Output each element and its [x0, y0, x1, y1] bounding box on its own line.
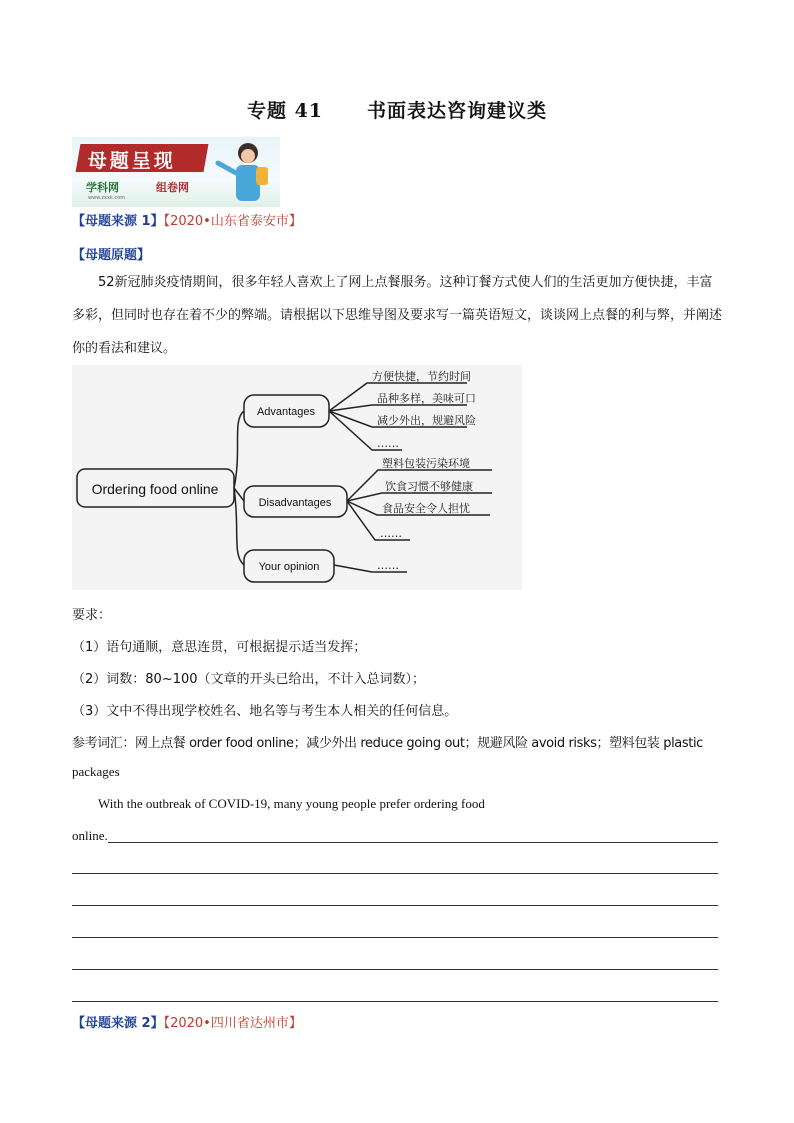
writing-line[interactable]	[72, 1001, 718, 1002]
title-topic-number: 专题 41	[246, 100, 324, 122]
requirement-item: （3）文中不得出现学校姓名、地名等与考生本人相关的任何信息。	[72, 704, 458, 719]
zujuanwang-logo: 组卷网	[156, 181, 189, 194]
intro-paragraph: 52新冠肺炎疫情期间，很多年轻人喜欢上了网上点餐服务。这种订餐方式使人们的生活更加方便快捷，丰富多彩，但同时也存在着不少的弊端。请根据以下思维导图及要求写一篇英语短文，谈谈网上点餐的利与弊，并阐述你的看法和建议。	[72, 275, 723, 356]
mind-map	[72, 365, 522, 590]
requirement-item: （2）词数：80~100（文章的开头已给出，不计入总词数）；	[72, 672, 426, 687]
source-2-label: 【母题来源 2】	[72, 1016, 164, 1031]
teacher-illustration-icon	[212, 137, 280, 207]
advantages-node: Advantages	[256, 406, 316, 418]
title-topic-name: 书面表达咨询建议类	[367, 100, 548, 122]
disadvantage-item: 塑料包装污染环境	[382, 457, 470, 470]
banner-url: www.zxxk.com	[88, 195, 126, 201]
writing-line[interactable]	[72, 905, 718, 906]
writing-line[interactable]	[72, 969, 718, 970]
writing-line[interactable]	[72, 937, 718, 938]
advantage-item: 品种多样，美味可口	[377, 392, 476, 405]
source-2-value: 【2020•四川省达州市】	[163, 1016, 302, 1031]
banner-band	[76, 144, 209, 172]
disadvantage-item: 食品安全令人担忧	[382, 502, 470, 515]
essay-opening-continued: online.	[72, 828, 108, 843]
requirement-item: （1）语句通顺，意思连贯，可根据提示适当发挥；	[72, 640, 367, 655]
banner-image	[72, 137, 280, 207]
source-1	[72, 210, 302, 229]
advantage-item: 方便快捷，节约时间	[372, 370, 471, 383]
essay-opening: With the outbreak of COVID-19, many young people prefer ordering food	[98, 796, 485, 811]
opinion-node: Your opinion	[258, 561, 320, 573]
source-1-label: 【母题来源 1】	[72, 214, 164, 229]
original-question-label: 【母题原题】	[72, 248, 151, 263]
page-title	[0, 96, 794, 123]
disadvantages-node: Disadvantages	[258, 497, 332, 509]
center-node: Ordering food online	[91, 481, 219, 497]
reference-vocabulary: 参考词汇：网上点餐 order food online；减少外出 reduce going out；规避风险 avoid risks；塑料包装 plastic	[72, 736, 703, 751]
writing-line[interactable]	[108, 842, 718, 843]
xuekewang-logo: 学科网	[86, 181, 119, 194]
banner-heading: 母题呈现	[87, 150, 176, 172]
source-1-value: 【2020•山东省泰安市】	[163, 214, 302, 229]
reference-vocabulary-continued: packages	[72, 764, 120, 779]
requirements-heading: 要求：	[72, 608, 112, 623]
advantage-item: 减少外出，规避风险	[377, 414, 476, 427]
disadvantage-item: 饮食习惯不够健康	[385, 480, 473, 493]
opinion-item: ……	[377, 559, 399, 572]
disadvantage-item: ……	[380, 527, 402, 540]
source-2	[72, 1012, 302, 1031]
writing-line[interactable]	[72, 873, 718, 874]
advantage-item: ……	[377, 437, 399, 450]
